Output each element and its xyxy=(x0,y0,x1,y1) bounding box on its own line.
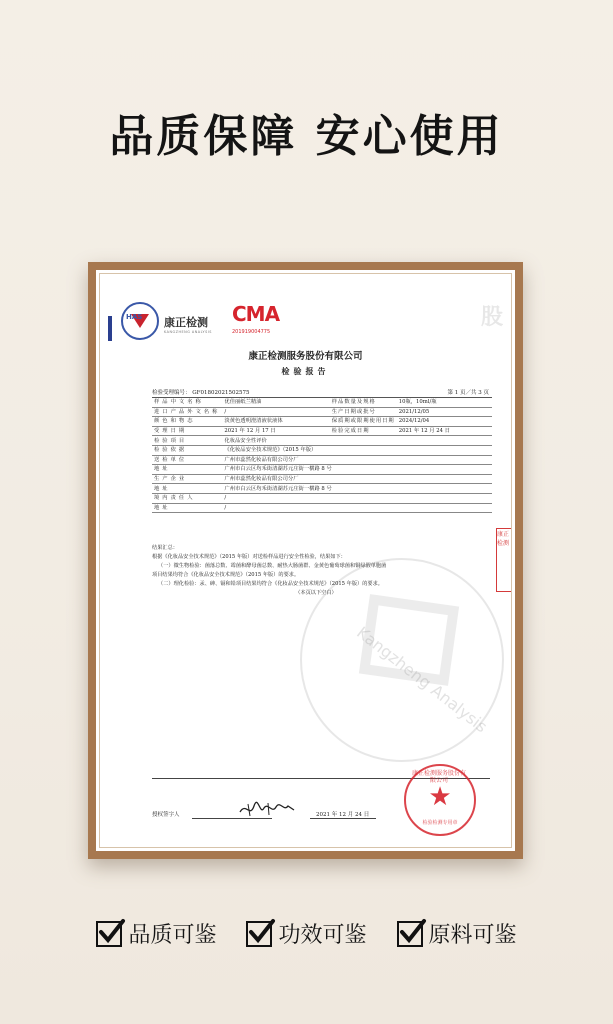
feature-label: 原料可鉴 xyxy=(428,923,517,948)
left-accent-bar xyxy=(108,316,112,341)
blank-note: （本页以下空白） xyxy=(295,590,337,596)
side-seam-stamp: 康正检测 xyxy=(496,528,511,592)
logo-name: 康正检测 xyxy=(164,316,208,329)
checkbox-checked-icon xyxy=(96,921,122,947)
feature-list xyxy=(0,918,613,949)
kangzheng-logo-icon xyxy=(121,302,159,340)
info-label: 检验完成日期 xyxy=(330,426,397,436)
certificate-frame xyxy=(88,262,523,859)
info-value: 淡黄色透明澄清液状液体 xyxy=(222,417,329,427)
handwritten-signature xyxy=(238,798,296,820)
info-label: 保质期或限期使用日期 xyxy=(331,418,395,425)
logo-subtitle: KANGZHENG ANALYSIS xyxy=(164,330,212,334)
company-name: 康正检测服务股份有限公司 xyxy=(248,351,363,362)
info-value: 10瓶，10ml/瓶 xyxy=(397,398,492,408)
info-value: 广州市白云区均禾街清湖苏元庄街一横路 8 号 xyxy=(222,484,492,494)
info-value: 2021/12/05 xyxy=(397,407,492,417)
info-row xyxy=(152,465,492,475)
info-label: 检验依据 xyxy=(152,445,222,455)
feature-item xyxy=(96,918,216,949)
headline: 品质保障 安心使用 xyxy=(109,111,504,162)
seal-bottom-text: 检验检测专用章 xyxy=(422,820,458,826)
feature-label: 功效可鉴 xyxy=(278,923,367,948)
info-row xyxy=(152,493,492,503)
feature-item xyxy=(397,918,517,949)
info-row xyxy=(152,474,492,484)
info-value: / xyxy=(222,493,492,503)
conclusion-line: 项目结果均符合《化妆品安全技术规范》（2015 年版）的要求。 xyxy=(152,572,300,578)
info-label: 样品中文名称 xyxy=(152,398,222,408)
info-row xyxy=(152,407,492,417)
info-label: 颜色和物态 xyxy=(152,417,222,427)
info-row xyxy=(152,484,492,494)
info-value: 2021 年 12 月 17 日 xyxy=(222,426,329,436)
seal-star-icon: ★ xyxy=(428,782,452,812)
signature-date: 2021 年 12 月 24 日 xyxy=(316,812,370,818)
conclusion-block xyxy=(152,544,480,598)
info-label: 受理日期 xyxy=(152,426,222,436)
info-label: 生产日期或批号 xyxy=(330,407,397,417)
info-value: / xyxy=(222,503,492,513)
info-row xyxy=(152,417,492,427)
info-label: 生产企业 xyxy=(152,474,222,484)
info-row xyxy=(152,455,492,465)
info-label: 样品数量及规格 xyxy=(330,398,397,408)
conclusion-heading: 结果汇总： xyxy=(152,545,178,551)
feature-item xyxy=(246,918,366,949)
report-title: 检验报告 xyxy=(281,367,330,376)
serial-number: 检验受理编号： GF01802021502575 xyxy=(152,390,250,396)
info-label: 境内责任人 xyxy=(152,493,222,503)
page-count: 第 1 页／共 3 页 xyxy=(447,390,489,396)
info-value: / xyxy=(222,407,329,417)
info-label: 地址 xyxy=(152,503,222,513)
info-value: 2024/12/04 xyxy=(397,417,492,427)
cma-logo: CMA xyxy=(232,302,280,326)
feature-label: 品质可鉴 xyxy=(128,923,217,948)
info-label: 进口产品外文名称 xyxy=(154,408,221,415)
watermark-corner: 股 xyxy=(480,305,503,330)
info-row xyxy=(152,503,492,513)
seal-text: 康正检测服务股份有限公司 xyxy=(411,770,466,784)
checkbox-checked-icon xyxy=(397,921,423,947)
info-value: 《化妆品安全技术规范》（2015 年版） xyxy=(222,445,492,455)
date-underline xyxy=(310,818,376,819)
cma-number: 201919004775 xyxy=(232,329,271,335)
conclusion-line: （一）微生物检验：菌落总数、霉菌和酵母菌总数、耐热大肠菌群、金黄色葡萄球菌和铜绿假单胞菌 xyxy=(158,563,387,569)
conclusion-line: （二）理化检验：汞、砷、镉和铅项目结果均符合《化妆品安全技术规范》（2015 年版）的要求。 xyxy=(158,581,383,587)
info-label: 检验项目 xyxy=(152,436,222,446)
info-value: 2021 年 12 月 24 日 xyxy=(397,426,492,436)
info-value: 化妆品安全性评价 xyxy=(222,436,492,446)
conclusion-line: 根据《化妆品安全技术规范》（2015 年版）对送检样品进行安全性检验，结果如下： xyxy=(152,554,346,560)
info-value: 广州市蕊然化妆品有限公司分厂 xyxy=(222,474,492,484)
info-label: 送检单位 xyxy=(152,455,222,465)
info-row xyxy=(152,398,492,408)
test-report-page xyxy=(104,278,510,843)
info-value: 广州市白云区均禾街清湖苏元庄街一横路 8 号 xyxy=(222,465,492,475)
info-table xyxy=(152,397,492,513)
signer-label: 授权签字人 xyxy=(152,812,180,818)
info-value: 优佳丽纸兰精油 xyxy=(222,398,329,408)
logo-mark: HAS xyxy=(126,313,143,321)
info-label: 地址 xyxy=(152,484,222,494)
info-row xyxy=(152,445,492,455)
info-label: 地址 xyxy=(152,465,222,475)
info-value: 广州市蕊然化妆品有限公司分厂 xyxy=(222,455,492,465)
info-row xyxy=(152,426,492,436)
checkbox-checked-icon xyxy=(246,921,272,947)
official-red-seal xyxy=(404,764,476,836)
watermark-text: Kangzheng Analysis xyxy=(353,622,491,737)
info-row xyxy=(152,436,492,446)
